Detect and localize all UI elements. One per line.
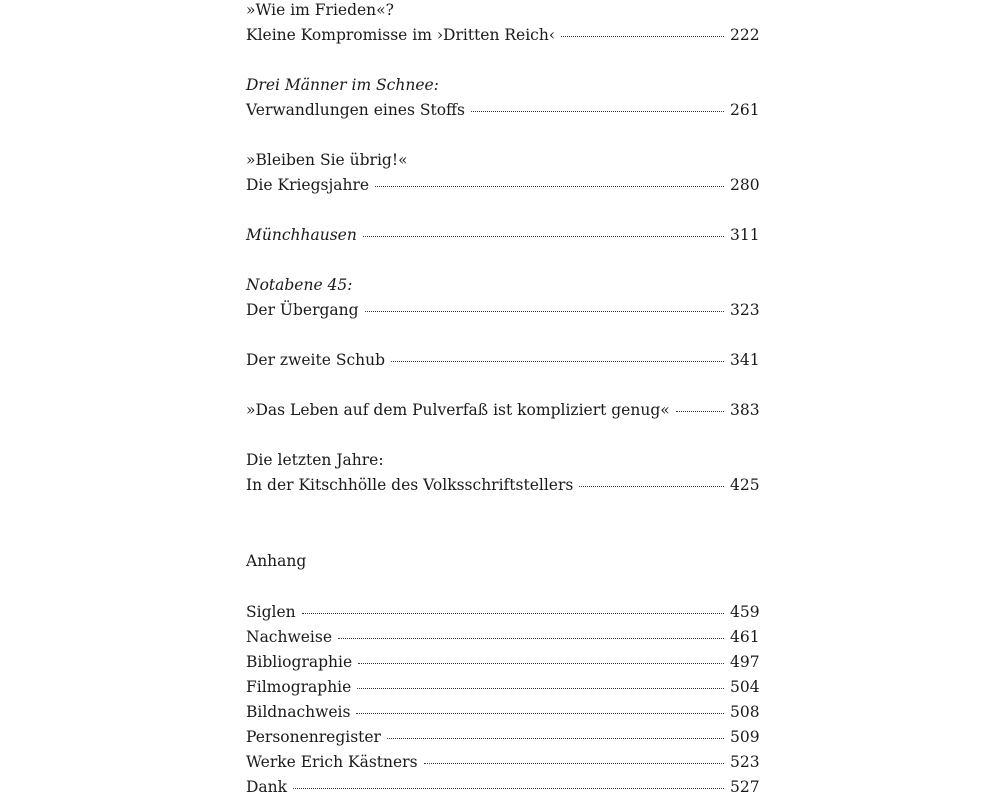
dot-leader [302, 613, 724, 614]
dot-leader [471, 111, 724, 112]
toc-page-number: 222 [730, 26, 760, 44]
toc-entry[interactable] [246, 298, 760, 323]
toc-entry-title: Kleine Kompromisse im ›Dritten Reich‹ [246, 26, 556, 44]
toc-title-line [246, 273, 756, 298]
appendix-heading: Anhang [246, 552, 307, 570]
toc-entry-title: Der Übergang [246, 301, 359, 319]
toc-page-number: 383 [730, 401, 760, 419]
dot-leader [375, 186, 724, 187]
toc-title-line [246, 148, 756, 173]
toc-entry-title: Dank [246, 778, 288, 796]
toc-entry-title: Bibliographie [246, 653, 353, 671]
toc-entry[interactable] [246, 23, 760, 48]
toc-page-number: 509 [730, 728, 760, 746]
toc-page-number: 527 [730, 778, 760, 796]
toc-entry[interactable] [246, 173, 760, 198]
dot-leader [387, 738, 724, 739]
toc-entry-title: Die Kriegsjahre [246, 176, 370, 194]
toc-entry[interactable] [246, 98, 760, 123]
toc-entry-title: »Bleiben Sie übrig!« [246, 151, 408, 169]
toc-entry[interactable] [246, 223, 760, 248]
toc-page-number: 497 [730, 653, 760, 671]
toc-page-number: 323 [730, 301, 760, 319]
dot-leader [293, 788, 724, 789]
toc-entry-title: Der zweite Schub [246, 351, 386, 369]
dot-leader [579, 486, 724, 487]
dot-leader [356, 713, 724, 714]
appendix-entry[interactable] [246, 700, 760, 725]
toc-entry[interactable] [246, 473, 760, 498]
toc-entry-title: Münchhausen [246, 226, 357, 244]
toc-page-number: 425 [730, 476, 760, 494]
toc-page-number: 508 [730, 703, 760, 721]
dot-leader [357, 688, 724, 689]
dot-leader [676, 411, 724, 412]
toc-entry-title: Notabene 45: [246, 276, 353, 294]
toc-page-number: 459 [730, 603, 760, 621]
toc-entry-title: Filmographie [246, 678, 352, 696]
toc-page-number: 261 [730, 101, 760, 119]
dot-leader [365, 311, 724, 312]
toc-entry-title: »Wie im Frieden«? [246, 1, 394, 19]
toc-page-number: 461 [730, 628, 760, 646]
toc-page-number: 504 [730, 678, 760, 696]
toc-entry[interactable] [246, 348, 760, 373]
toc-entry-title: Verwandlungen eines Stoffs [246, 101, 466, 119]
appendix-entry[interactable] [246, 650, 760, 675]
dot-leader [391, 361, 724, 362]
toc-title-line [246, 0, 756, 23]
toc-entry-title: Bildnachweis [246, 703, 351, 721]
toc-title-line [246, 448, 756, 473]
appendix-entry[interactable] [246, 750, 760, 775]
toc-title-line [246, 73, 756, 98]
toc-page-number: 341 [730, 351, 760, 369]
toc-entry-title: Drei Männer im Schnee: [246, 76, 439, 94]
appendix-entry[interactable] [246, 600, 760, 625]
appendix-entry[interactable] [246, 725, 760, 750]
dot-leader [358, 663, 724, 664]
appendix-entry[interactable] [246, 675, 760, 700]
toc-entry-title: In der Kitschhölle des Volksschriftstellers [246, 476, 574, 494]
dot-leader [561, 36, 724, 37]
dot-leader [338, 638, 724, 639]
dot-leader [424, 763, 724, 764]
toc-entry[interactable] [246, 398, 760, 423]
toc-entry-title: Die letzten Jahre: [246, 451, 384, 469]
appendix-entry[interactable] [246, 775, 760, 800]
toc-entry-title: Nachweise [246, 628, 332, 646]
toc-entry-title: »Das Leben auf dem Pulverfaß ist kompliziert genug« [246, 401, 670, 419]
toc-page-number: 523 [730, 753, 760, 771]
toc-entry-title: Personenregister [246, 728, 381, 746]
toc-entry-title: Werke Erich Kästners [246, 753, 418, 771]
appendix-entry[interactable] [246, 625, 760, 650]
dot-leader [363, 236, 724, 237]
toc-page-number: 280 [730, 176, 760, 194]
toc-page-number: 311 [730, 226, 760, 244]
toc-entry-title: Siglen [246, 603, 296, 621]
